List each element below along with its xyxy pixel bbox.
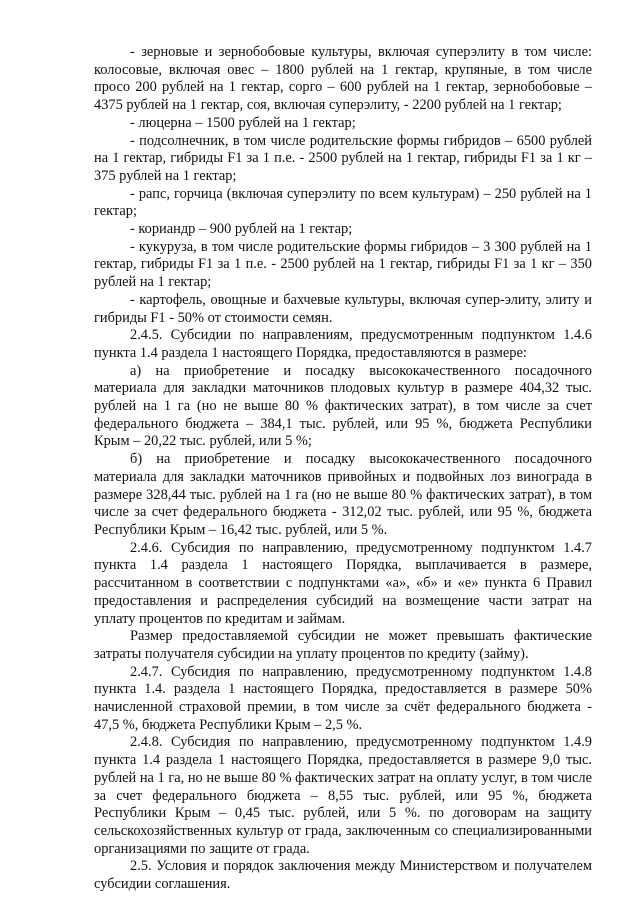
list-item-coriander: - кориандр – 900 рублей на 1 гектар; <box>130 221 353 238</box>
list-item-potatoes-vegetables: - картофель, овощные и бахчевые культуры, включая супер-элиту, элиту и гибриды F1 - 50% от стоимости семян. <box>94 291 592 326</box>
section-2-4-8: 2.4.8. Субсидия по направлению, предусмотренному подпунктом 1.4.9 пункта 1.4 раздела 1 настоящего Порядка, предоставляется в размере 9,0 тыс. рублей на 1 га, но не выше 80 % фактических затрат на оплату услуг, в том числе за счет федерального бюджета – 8,55 тыс. рублей, или 95 %, бюджета Республики Крым – 0,45 тыс. рублей, или 5 %. по договорам на защиту сельскохозяйственных культур от града, заключенным со специализированными организациями по защите от града. <box>94 734 592 857</box>
list-item-alfalfa: - люцерна – 1500 рублей на 1 гектар; <box>130 114 356 131</box>
list-item-corn: - кукуруза, в том числе родительские формы гибридов – 3 300 рублей на 1 гектар, гибриды F1 за 1 п.е. - 2500 рублей на 1 гектар, гибриды F1 за 1 кг – 350 рублей на 1 гектар; <box>94 238 592 291</box>
section-2-4-5: 2.4.5. Субсидии по направлениям, предусмотренным подпунктом 1.4.6 пункта 1.4 раздела 1 настоящего Порядка, предоставляются в размере: <box>94 327 592 361</box>
section-2-5-heading: 2.5. Условия и порядок заключения между Министерством и получателем субсидии соглашения. <box>94 858 592 893</box>
document-page <box>94 44 592 894</box>
subsection-b-grapevines: б) на приобретение и посадку высококачественного посадочного материала для закладки маточников привойных и подвойных лоз винограда в размере 328,44 тыс. рублей на 1 га (но не выше 80 % фактических затрат), в том числе за счет федерального бюджета - 312,02 тыс. рублей, или 95 %, бюджета Республики Крым – 16,42 тыс. рублей, или 5 %. <box>94 451 592 538</box>
section-2-4-7: 2.4.7. Субсидия по направлению, предусмотренному подпунктом 1.4.8 пункта 1.4. раздела 1 настоящего Порядка, предоставляется в размере 50% начисленной страховой премии, в том числе за счёт федерального бюджета - 47,5 %, бюджета Республики Крым – 2,5 %. <box>94 663 592 733</box>
subsection-a-fruit-crops: а) на приобретение и посадку высококачественного посадочного материала для закладки маточников плодовых культур в размере 404,32 тыс. рублей на 1 га (но не выше 80 % фактических затрат), в том числе за счет федерального бюджета – 384,1 тыс. рублей, или 95 %, бюджета Республики Крым – 20,22 тыс. рублей, или 5 %; <box>94 362 592 450</box>
list-item-sunflower: - подсолнечник, в том числе родительские формы гибридов – 6500 рублей на 1 гектар, гибриды F1 за 1 п.е. - 2500 рублей на 1 гектар, гибриды F1 за 1 кг – 375 рублей на 1 гектар; <box>94 132 592 184</box>
list-item-grain-crops: - зерновые и зернобобовые культуры, включая суперэлиту в том числе: колосовые, включая овес – 1800 рублей на 1 гектар, крупяные, в том числе просо 200 рублей на 1 гектар, сорго – 600 рублей на 1 гектар, зернобобовые – 4375 рублей на 1 гектар, соя, включая суперэлиту, - 2200 рублей на 1 гектар; <box>94 44 592 114</box>
subsidy-limit-paragraph: Размер предоставляемой субсидии не может превышать фактические затраты получателя субсидии на уплату процентов по кредиту (займу). <box>94 628 592 662</box>
list-item-rapeseed-mustard: - рапс, горчица (включая суперэлиту по всем культурам) – 250 рублей на 1 гектар; <box>94 185 592 220</box>
section-2-4-6: 2.4.6. Субсидия по направлению, предусмотренному подпунктом 1.4.7 пункта 1.4 раздела 1 настоящего Порядка, выплачивается в размере, рассчитанном в соответствии с подпунктами «а», «б» и «е» пункта 6 Правил предоставления и распределения субсидий на возмещение части затрат на уплату процентов по кредитам и займам. <box>94 539 592 627</box>
